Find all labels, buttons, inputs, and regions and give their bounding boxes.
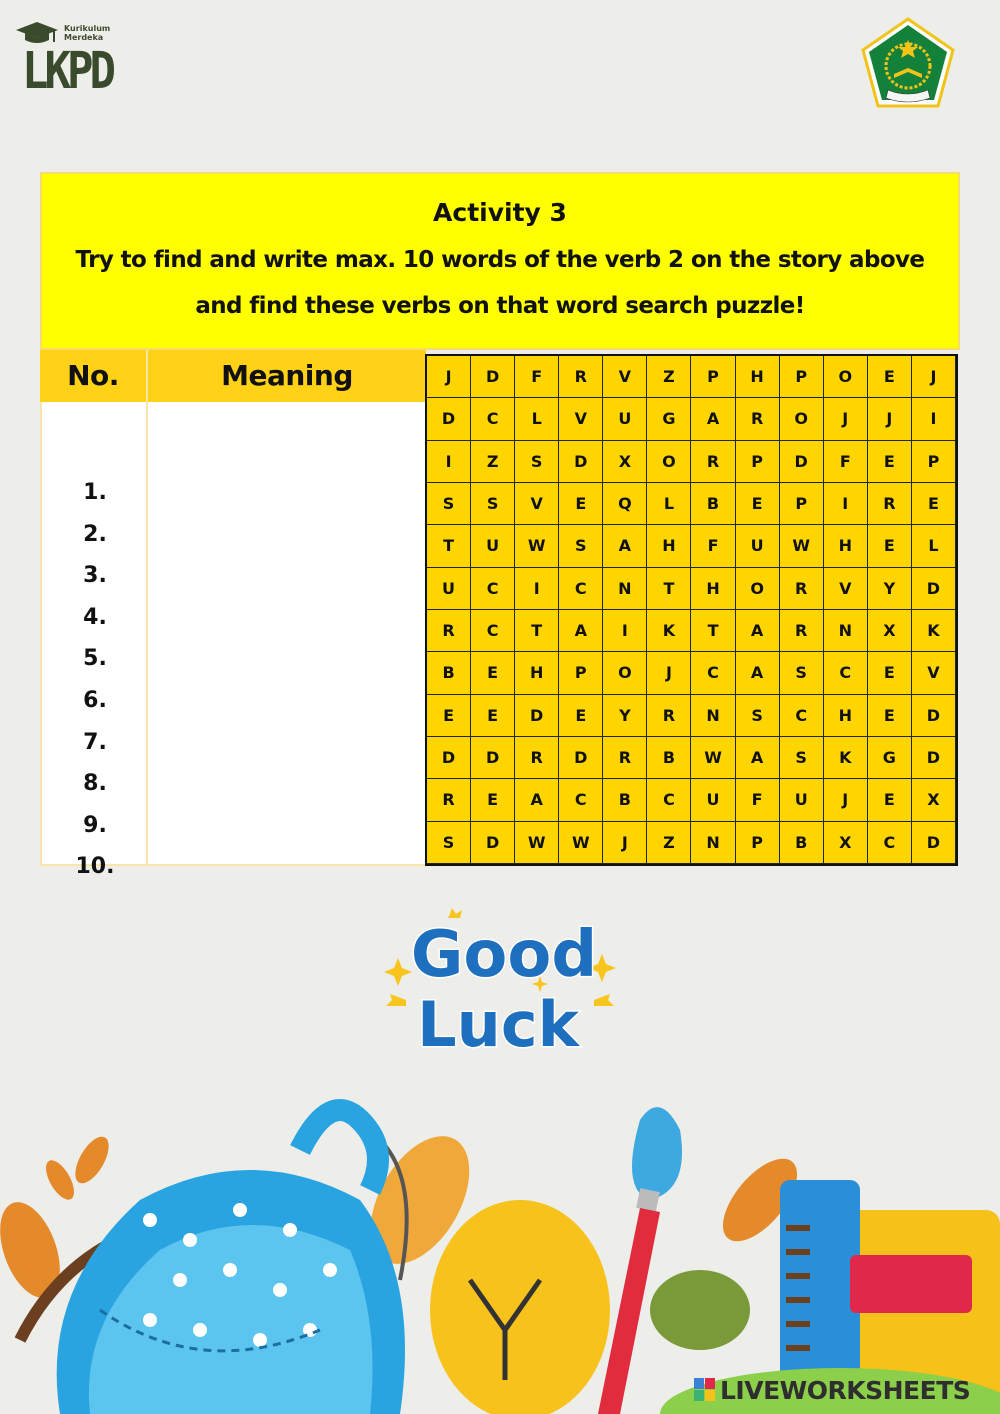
grid-cell[interactable]: F (736, 779, 780, 821)
grid-cell[interactable]: S (427, 822, 471, 864)
grid-cell[interactable]: P (780, 356, 824, 398)
row-number: 8. (83, 771, 107, 797)
row-number: 3. (83, 563, 107, 589)
grid-cell[interactable]: K (647, 610, 691, 652)
grid-cell[interactable]: S (736, 695, 780, 737)
grid-cell[interactable]: H (515, 652, 559, 694)
grid-cell[interactable]: R (515, 737, 559, 779)
grid-cell[interactable]: I (603, 610, 647, 652)
grid-cell[interactable]: R (780, 568, 824, 610)
grid-cell[interactable]: A (736, 737, 780, 779)
grid-cell[interactable]: X (868, 610, 912, 652)
grid-cell[interactable]: Z (471, 441, 515, 483)
grid-cell[interactable]: P (691, 356, 735, 398)
grid-cell[interactable]: L (515, 398, 559, 440)
grid-cell[interactable]: E (868, 356, 912, 398)
grid-cell[interactable]: C (471, 610, 515, 652)
grid-cell[interactable]: A (736, 610, 780, 652)
grid-cell[interactable]: D (427, 737, 471, 779)
grid-cell[interactable]: R (736, 398, 780, 440)
grid-cell[interactable]: S (427, 483, 471, 525)
row-number: 6. (83, 687, 107, 713)
grid-cell[interactable]: R (603, 737, 647, 779)
row-number: 9. (83, 812, 107, 838)
grid-cell[interactable]: H (824, 695, 868, 737)
column-header-meaning: Meaning (148, 350, 426, 402)
grid-cell[interactable]: V (824, 568, 868, 610)
grid-cell[interactable]: Z (647, 822, 691, 864)
grid-cell[interactable]: C (647, 779, 691, 821)
seal-icon (858, 16, 958, 112)
grid-cell[interactable]: V (515, 483, 559, 525)
grid-cell[interactable]: E (868, 441, 912, 483)
grid-cell[interactable]: E (912, 483, 956, 525)
grid-cell[interactable]: N (691, 822, 735, 864)
grid-cell[interactable]: S (780, 737, 824, 779)
good-text: Good (410, 918, 598, 992)
grid-cell[interactable]: W (559, 822, 603, 864)
grid-cell[interactable]: L (912, 525, 956, 567)
word-search-grid[interactable] (425, 354, 958, 866)
grid-cell[interactable]: E (427, 695, 471, 737)
grid-cell[interactable]: P (912, 441, 956, 483)
good-luck-graphic (380, 900, 620, 1060)
grid-cell[interactable]: U (471, 525, 515, 567)
grid-cell[interactable]: J (912, 356, 956, 398)
answer-table (40, 350, 426, 880)
row-number: 5. (83, 646, 107, 672)
grid-cell[interactable]: F (691, 525, 735, 567)
grid-cell[interactable]: B (603, 779, 647, 821)
grid-cell[interactable]: W (515, 525, 559, 567)
grid-cell[interactable]: A (603, 525, 647, 567)
grid-cell[interactable]: S (471, 483, 515, 525)
grid-cell[interactable]: X (603, 441, 647, 483)
grid-cell[interactable]: J (868, 398, 912, 440)
grid-cell[interactable]: T (647, 568, 691, 610)
grid-cell[interactable]: C (559, 568, 603, 610)
grid-cell[interactable]: Y (868, 568, 912, 610)
grid-cell[interactable]: U (603, 398, 647, 440)
grid-cell[interactable]: A (515, 779, 559, 821)
grid-cell[interactable]: I (824, 483, 868, 525)
grid-cell[interactable]: U (691, 779, 735, 821)
letter-y-shape (430, 1200, 610, 1414)
grid-cell[interactable]: D (559, 737, 603, 779)
grid-cell[interactable]: J (603, 822, 647, 864)
grid-cell[interactable]: I (912, 398, 956, 440)
backpack-icon (57, 1110, 405, 1414)
row-number: 1. (83, 480, 107, 505)
grid-cell[interactable]: I (427, 441, 471, 483)
grid-cell[interactable]: O (780, 398, 824, 440)
grid-cell[interactable]: U (427, 568, 471, 610)
grid-cell[interactable]: E (736, 483, 780, 525)
grid-cell[interactable]: N (603, 568, 647, 610)
grid-cell[interactable]: E (868, 525, 912, 567)
numbers-column (40, 402, 148, 880)
kemenag-seal (858, 16, 958, 112)
grid-cell[interactable]: D (912, 568, 956, 610)
grid-cell[interactable]: W (515, 822, 559, 864)
grid-cell[interactable]: D (912, 822, 956, 864)
grid-cell[interactable]: D (515, 695, 559, 737)
row-number: 10. (75, 854, 115, 880)
grid-cell[interactable]: P (780, 483, 824, 525)
grid-cell[interactable]: O (647, 441, 691, 483)
grid-cell[interactable]: R (427, 779, 471, 821)
grid-cell[interactable]: D (559, 441, 603, 483)
grid-cell[interactable]: N (691, 695, 735, 737)
grid-cell[interactable]: B (780, 822, 824, 864)
grid-cell[interactable]: B (427, 652, 471, 694)
grid-cell[interactable]: T (691, 610, 735, 652)
grid-cell[interactable]: V (559, 398, 603, 440)
grid-cell[interactable]: R (647, 695, 691, 737)
grid-cell[interactable]: D (780, 441, 824, 483)
activity-title: Activity 3 (433, 198, 567, 227)
grid-cell[interactable]: J (824, 779, 868, 821)
lkpd-title: LKPD (22, 42, 112, 101)
liveworksheets-brand (694, 1374, 970, 1406)
grid-cell[interactable]: S (515, 441, 559, 483)
grid-cell[interactable]: W (780, 525, 824, 567)
grid-cell[interactable]: Z (647, 356, 691, 398)
liveworksheets-text: LIVEWORKSHEETS (720, 1375, 971, 1405)
grid-cell[interactable]: A (559, 610, 603, 652)
grid-cell[interactable]: R (559, 356, 603, 398)
row-number: 4. (83, 604, 107, 630)
grid-cell[interactable]: D (912, 737, 956, 779)
grid-cell[interactable]: S (780, 652, 824, 694)
grid-cell[interactable]: E (471, 652, 515, 694)
grid-cell[interactable]: E (868, 779, 912, 821)
grid-cell[interactable]: O (824, 356, 868, 398)
grid-cell[interactable]: C (780, 695, 824, 737)
activity-instruction: Try to find and write max. 10 words of the verb 2 on the story above and find these verbs on that word search puzzle! (75, 247, 925, 319)
grid-cell[interactable]: B (691, 483, 735, 525)
grid-cell[interactable]: B (647, 737, 691, 779)
grid-cell[interactable]: H (691, 568, 735, 610)
grid-cell[interactable]: K (824, 737, 868, 779)
grid-cell[interactable]: J (427, 356, 471, 398)
grid-cell[interactable]: A (691, 398, 735, 440)
grid-cell[interactable]: T (427, 525, 471, 567)
grid-cell[interactable]: E (471, 779, 515, 821)
activity-header (40, 172, 960, 350)
grid-cell[interactable]: D (471, 356, 515, 398)
grid-cell[interactable]: V (912, 652, 956, 694)
grid-cell[interactable]: C (559, 779, 603, 821)
grid-cell[interactable]: S (559, 525, 603, 567)
grid-cell[interactable]: F (824, 441, 868, 483)
grid-cell[interactable]: W (691, 737, 735, 779)
grid-cell[interactable]: R (691, 441, 735, 483)
grid-cell[interactable]: C (471, 568, 515, 610)
grid-cell[interactable]: H (736, 356, 780, 398)
grid-cell[interactable]: C (471, 398, 515, 440)
grid-cell[interactable]: N (824, 610, 868, 652)
row-number: 7. (83, 729, 107, 755)
grid-cell[interactable]: D (912, 695, 956, 737)
grid-cell[interactable]: R (780, 610, 824, 652)
liveworksheets-logo-icon (694, 1378, 716, 1402)
grid-cell[interactable]: D (471, 737, 515, 779)
grid-cell[interactable]: X (912, 779, 956, 821)
grid-cell[interactable]: U (780, 779, 824, 821)
grid-cell[interactable]: R (868, 483, 912, 525)
meaning-answer-area[interactable] (148, 402, 426, 866)
grid-cell[interactable]: C (868, 822, 912, 864)
grid-cell[interactable]: H (824, 525, 868, 567)
row-number: 2. (83, 521, 107, 547)
grid-cell[interactable]: V (603, 356, 647, 398)
grid-cell[interactable]: P (559, 652, 603, 694)
grid-cell[interactable]: J (824, 398, 868, 440)
grid-cell[interactable]: L (647, 483, 691, 525)
grid-cell[interactable]: D (427, 398, 471, 440)
grid-cell[interactable]: C (824, 652, 868, 694)
grid-cell[interactable]: I (515, 568, 559, 610)
grid-cell[interactable]: E (471, 695, 515, 737)
grid-cell[interactable]: K (912, 610, 956, 652)
grid-cell[interactable]: D (471, 822, 515, 864)
school-supplies-illustration (0, 1080, 1000, 1414)
grid-cell[interactable]: J (647, 652, 691, 694)
grid-cell[interactable]: P (736, 822, 780, 864)
grid-cell[interactable]: X (824, 822, 868, 864)
grid-cell[interactable]: E (559, 483, 603, 525)
grid-cell[interactable]: O (736, 568, 780, 610)
grid-cell[interactable]: T (515, 610, 559, 652)
lkpd-logo (14, 18, 134, 101)
grid-cell[interactable]: E (868, 695, 912, 737)
luck-text: Luck (417, 988, 579, 1060)
kurikulum-merdeka-label: Kurikulum Merdeka (64, 24, 111, 42)
grid-cell[interactable]: O (603, 652, 647, 694)
grid-cell[interactable]: E (559, 695, 603, 737)
grid-cell[interactable]: F (515, 356, 559, 398)
grid-cell[interactable]: U (736, 525, 780, 567)
grid-cell[interactable]: G (647, 398, 691, 440)
grid-cell[interactable]: P (736, 441, 780, 483)
grid-cell[interactable]: Q (603, 483, 647, 525)
column-header-no: No. (40, 350, 148, 402)
grid-cell[interactable]: H (647, 525, 691, 567)
grid-cell[interactable]: E (868, 652, 912, 694)
grid-cell[interactable]: A (736, 652, 780, 694)
grid-cell[interactable]: G (868, 737, 912, 779)
grid-cell[interactable]: R (427, 610, 471, 652)
grid-cell[interactable]: Y (603, 695, 647, 737)
paintbrush-icon (598, 1107, 682, 1414)
grid-cell[interactable]: C (691, 652, 735, 694)
